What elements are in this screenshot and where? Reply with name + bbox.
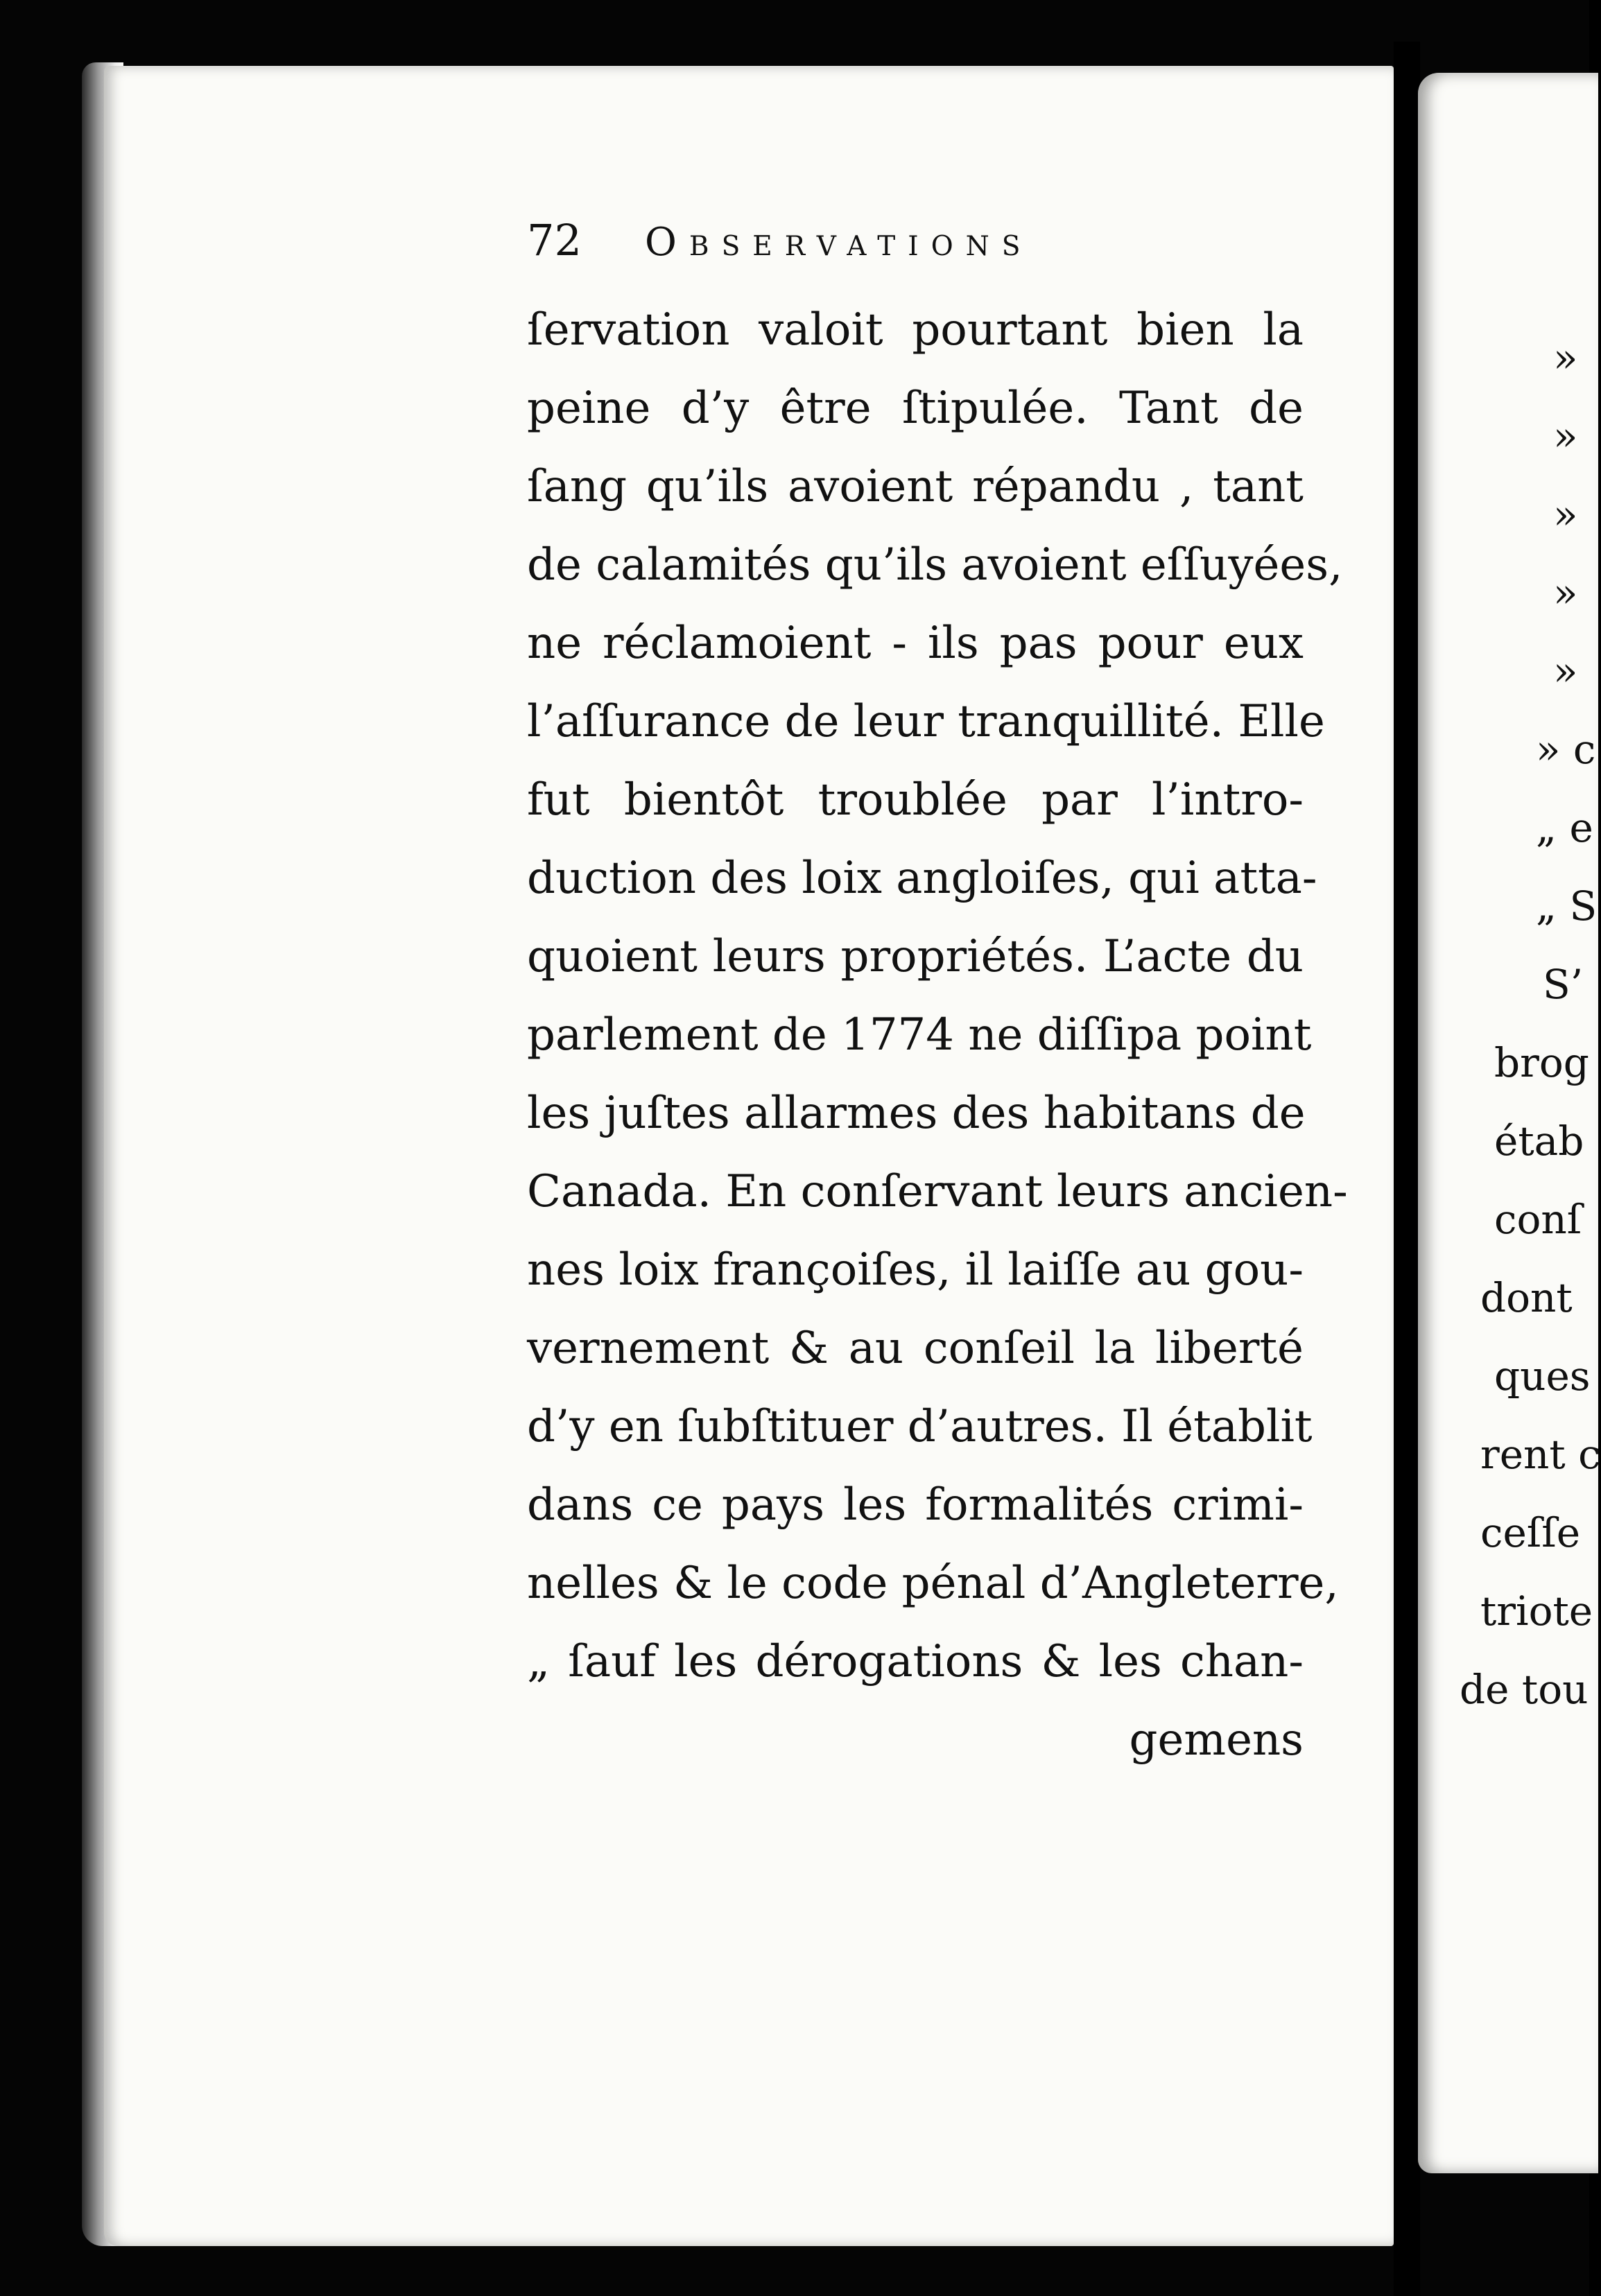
- facing-line: »: [1553, 569, 1578, 616]
- left-page-text: [527, 215, 1348, 1780]
- body-line: l’aſſurance de leur tranquillité. Elle: [527, 696, 1325, 747]
- facing-line: de tou: [1460, 1666, 1589, 1713]
- facing-line: rent c: [1480, 1431, 1601, 1478]
- body-line: ſang qu’ils avoient répandu , tant: [527, 461, 1304, 512]
- facing-line: »: [1553, 491, 1578, 538]
- body-line: de calamités qu’ils avoient eſſuyées,: [527, 539, 1343, 591]
- body-line: vernement & au conſeil la liberté: [527, 1323, 1304, 1374]
- body-line: les juſtes allarmes des habitans de: [527, 1088, 1306, 1139]
- facing-line: S’: [1543, 961, 1584, 1008]
- facing-page-text: [1460, 319, 1601, 1729]
- body-line: ſervation valoit pourtant bien la: [527, 304, 1304, 356]
- facing-line: »: [1553, 334, 1578, 381]
- body-line: duction des loix angloiſes, qui atta-: [527, 853, 1317, 904]
- facing-line: »: [1553, 412, 1578, 460]
- facing-line: »: [1553, 647, 1578, 695]
- facing-line: ques: [1494, 1353, 1591, 1400]
- page-number: 72: [527, 215, 582, 266]
- body-line: parlement de 1774 ne diſſipa point: [527, 1009, 1312, 1061]
- facing-line: » c: [1536, 726, 1596, 773]
- body-line: „ ſauf les dérogations & les chan-: [527, 1636, 1304, 1687]
- facing-line: étab: [1494, 1117, 1584, 1165]
- facing-line: ceſſe: [1480, 1509, 1581, 1556]
- book-gutter: [1394, 42, 1420, 2296]
- facing-line: triote: [1480, 1588, 1593, 1635]
- body-line: fut bientôt troublée par l’intro-: [527, 774, 1304, 826]
- facing-line: „ S: [1536, 882, 1598, 930]
- body-line: dans ce pays les formalités crimi-: [527, 1479, 1304, 1531]
- body-line: nes loix françoiſes, il laiſſe au gou-: [527, 1244, 1304, 1296]
- page-header: [527, 215, 1304, 291]
- body-line: ne réclamoient - ils pas pour eux: [527, 618, 1304, 669]
- running-title: Observations: [645, 220, 1033, 265]
- body-line: quoient leurs propriétés. L’acte du: [527, 931, 1304, 982]
- facing-line: brog: [1494, 1039, 1589, 1086]
- body-line: peine d’y être ſtipulée. Tant de: [527, 383, 1304, 434]
- body-line: nelles & le code pénal d’Angleterre,: [527, 1558, 1339, 1609]
- facing-line: dont: [1480, 1274, 1573, 1321]
- facing-line: conſ: [1494, 1196, 1582, 1243]
- facing-line: „ e: [1536, 804, 1593, 851]
- catchword: gemens: [1129, 1714, 1304, 1766]
- body-line: Canada. En conſervant leurs ancien-: [527, 1166, 1348, 1217]
- body-line: d’y en ſubſtituer d’autres. Il établit: [527, 1401, 1313, 1452]
